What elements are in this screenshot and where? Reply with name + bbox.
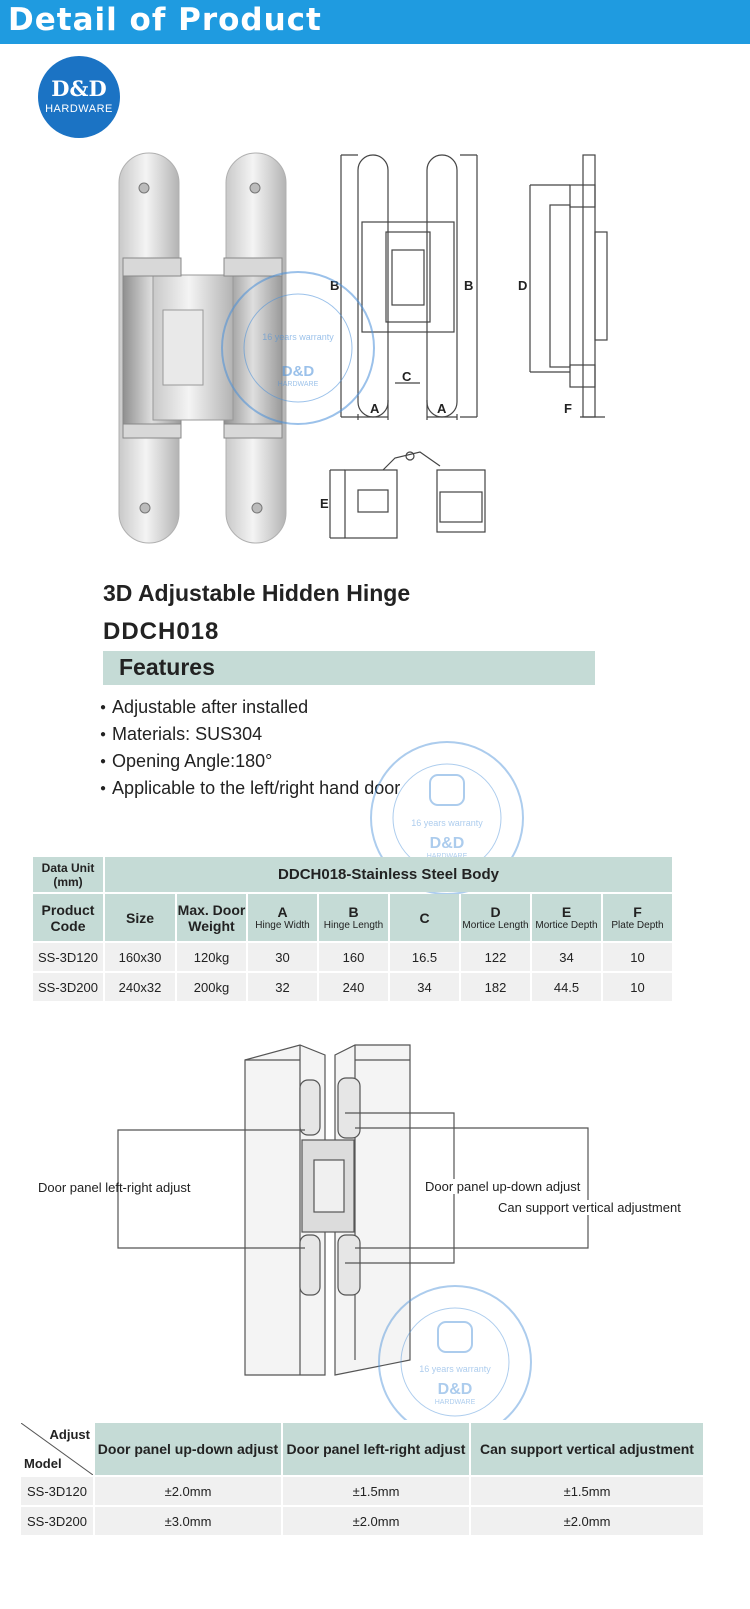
table-cell: 120kg: [177, 943, 246, 971]
col-header-left-right: Door panel left-right adjust: [283, 1423, 469, 1475]
feature-item: ● Materials: SUS304: [100, 721, 400, 748]
col-header-max-weight: Max. Door Weight: [177, 894, 246, 941]
watermark-sub-3: HARDWARE: [434, 1399, 476, 1406]
table-cell: 32: [248, 973, 317, 1001]
page-title: Detail of Product: [8, 2, 322, 38]
label-up-down-adjust: Door panel up-down adjust: [425, 1179, 581, 1194]
table-cell: SS-3D200: [21, 1507, 93, 1535]
table-cell: 160: [319, 943, 388, 971]
table-cell: 10: [603, 973, 672, 1001]
feature-item: ● Opening Angle:180°: [100, 748, 400, 775]
watermark-warranty-3: 16 years warranty: [419, 1364, 491, 1374]
dim-label-b1: B: [330, 278, 340, 293]
dim-label-f: F: [564, 401, 572, 416]
spec-table-title: DDCH018-Stainless Steel Body: [105, 857, 672, 892]
unit-label: Data Unit (mm): [33, 857, 103, 892]
adjust-table-corner: [21, 1423, 93, 1475]
product-title: 3D Adjustable Hidden Hinge: [103, 580, 411, 606]
table-cell: SS-3D120: [21, 1477, 93, 1505]
table-cell: SS-3D200: [33, 973, 103, 1001]
table-cell: 34: [390, 973, 459, 1001]
logo-brand: D&D: [51, 76, 107, 101]
table-cell: 240: [319, 973, 388, 1001]
table-cell: ±1.5mm: [471, 1477, 703, 1505]
table-cell: ±2.0mm: [283, 1507, 469, 1535]
watermark-warranty: 16 years warranty: [262, 332, 334, 342]
col-header-b: B Hinge Length: [319, 894, 388, 941]
table-cell: 240x32: [105, 973, 175, 1001]
table-cell: ±1.5mm: [283, 1477, 469, 1505]
col-header-e: E Mortice Depth: [532, 894, 601, 941]
table-cell: SS-3D120: [33, 943, 103, 971]
label-vertical-adjust: Can support vertical adjustment: [498, 1200, 681, 1215]
table-cell: 34: [532, 943, 601, 971]
watermark-warranty-2: 16 years warranty: [411, 818, 483, 828]
table-row: [21, 1477, 703, 1505]
dim-label-e: E: [320, 496, 329, 511]
col-header-up-down: Door panel up-down adjust: [95, 1423, 281, 1475]
table-cell: ±3.0mm: [95, 1507, 281, 1535]
table-cell: 16.5: [390, 943, 459, 971]
watermark-brand: D&D: [281, 363, 315, 380]
features-heading: Features: [119, 654, 215, 680]
dim-label-b2: B: [464, 278, 474, 293]
dim-label-d: D: [518, 278, 528, 293]
table-cell: 160x30: [105, 943, 175, 971]
dim-label-a1: A: [370, 401, 380, 416]
watermark-sub: HARDWARE: [277, 381, 319, 388]
product-code: DDCH018: [103, 618, 220, 645]
dim-label-a2: A: [437, 401, 447, 416]
col-header-product-code: Product Code: [33, 894, 103, 941]
table-cell: 182: [461, 973, 530, 1001]
col-header-a: A Hinge Width: [248, 894, 317, 941]
feature-item: ● Applicable to the left/right hand door: [100, 775, 400, 802]
table-row: [21, 1507, 703, 1535]
table-cell: ±2.0mm: [95, 1477, 281, 1505]
col-header-d: D Mortice Length: [461, 894, 530, 941]
col-header-f: F Plate Depth: [603, 894, 672, 941]
corner-bottom-label: Model: [24, 1456, 62, 1471]
table-cell: ±2.0mm: [471, 1507, 703, 1535]
dim-label-c: C: [402, 369, 412, 384]
watermark-brand-3: D&D: [437, 1381, 473, 1398]
logo-sub: HARDWARE: [45, 103, 113, 115]
feature-item: ● Adjustable after installed: [100, 694, 400, 721]
table-cell: 10: [603, 943, 672, 971]
watermark-brand-2: D&D: [429, 835, 465, 852]
col-header-size: Size: [105, 894, 175, 941]
table-cell: 30: [248, 943, 317, 971]
label-left-right-adjust: Door panel left-right adjust: [38, 1180, 191, 1195]
table-cell: 122: [461, 943, 530, 971]
col-header-vertical: Can support vertical adjustment: [471, 1423, 703, 1475]
adjust-table: [19, 1421, 705, 1537]
table-cell: 44.5: [532, 973, 601, 1001]
col-header-c: C: [390, 894, 459, 941]
corner-top-label: Adjust: [49, 1427, 90, 1442]
table-cell: 200kg: [177, 973, 246, 1001]
